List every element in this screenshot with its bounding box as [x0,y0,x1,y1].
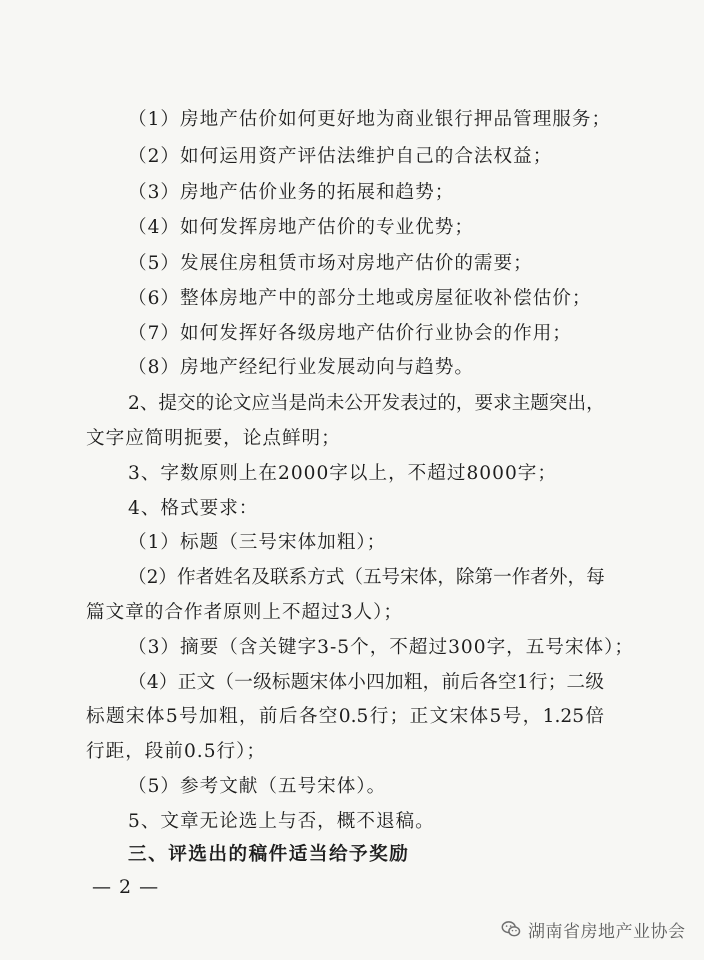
list-item: （7）如何发挥好各级房地产估价行业协会的作用； [128,323,572,344]
paragraph-line: 3、字数原则上在2000字以上，不超过8000字； [128,463,557,484]
list-item: （5）发展住房租赁市场对房地产估价的需要； [128,253,533,274]
list-item: （2）如何运用资产评估法维护自己的合法权益； [128,146,553,167]
format-item: （2）作者姓名及联系方式（五号宋体，除第一作者外，每 [128,567,605,588]
watermark [500,916,686,942]
format-item: 行距，段前0.5行）； [86,741,267,762]
paragraph-line: 文字应简明扼要，论点鲜明； [86,428,341,449]
list-item: （1）房地产估价如何更好地为商业银行押品管理服务； [128,109,612,130]
paragraph-line: 4、格式要求： [128,498,259,519]
page-number: — 2 — [92,876,160,898]
format-item: （5）参考文献（五号宋体）。 [128,776,387,797]
list-item: （8）房地产经纪行业发展动向与趋势。 [128,357,474,378]
format-item: （1）标题（三号宋体加粗）； [128,532,387,553]
format-item: （3）摘要（含关键字3-5个，不超过300字，五号宋体）； [128,637,635,658]
list-item: （3）房地产估价业务的拓展和趋势； [128,182,455,203]
list-item: （4）如何发挥房地产估价的专业优势； [128,217,474,238]
format-item: 标题宋体5号加粗，前后各空0.5行；正文宋体5号，1.25倍 [86,706,604,727]
watermark-text: 湖南省房地产业协会 [528,921,686,942]
format-item: 篇文章的合作者原则上不超过3人）； [86,602,404,623]
paragraph-line: 2、提交的论文应当是尚未公开发表过的，要求主题突出， [128,393,605,414]
wechat-icon [500,918,522,940]
paragraph-line: 5、文章无论选上与否，概不退稿。 [128,811,435,832]
list-item: （6）整体房地产中的部分土地或房屋征收补偿估价； [128,288,592,309]
section-heading: 三、评选出的稿件适当给予奖励 [128,844,410,865]
format-item: （4）正文（一级标题宋体小四加粗，前后各空1行；二级 [128,672,604,693]
